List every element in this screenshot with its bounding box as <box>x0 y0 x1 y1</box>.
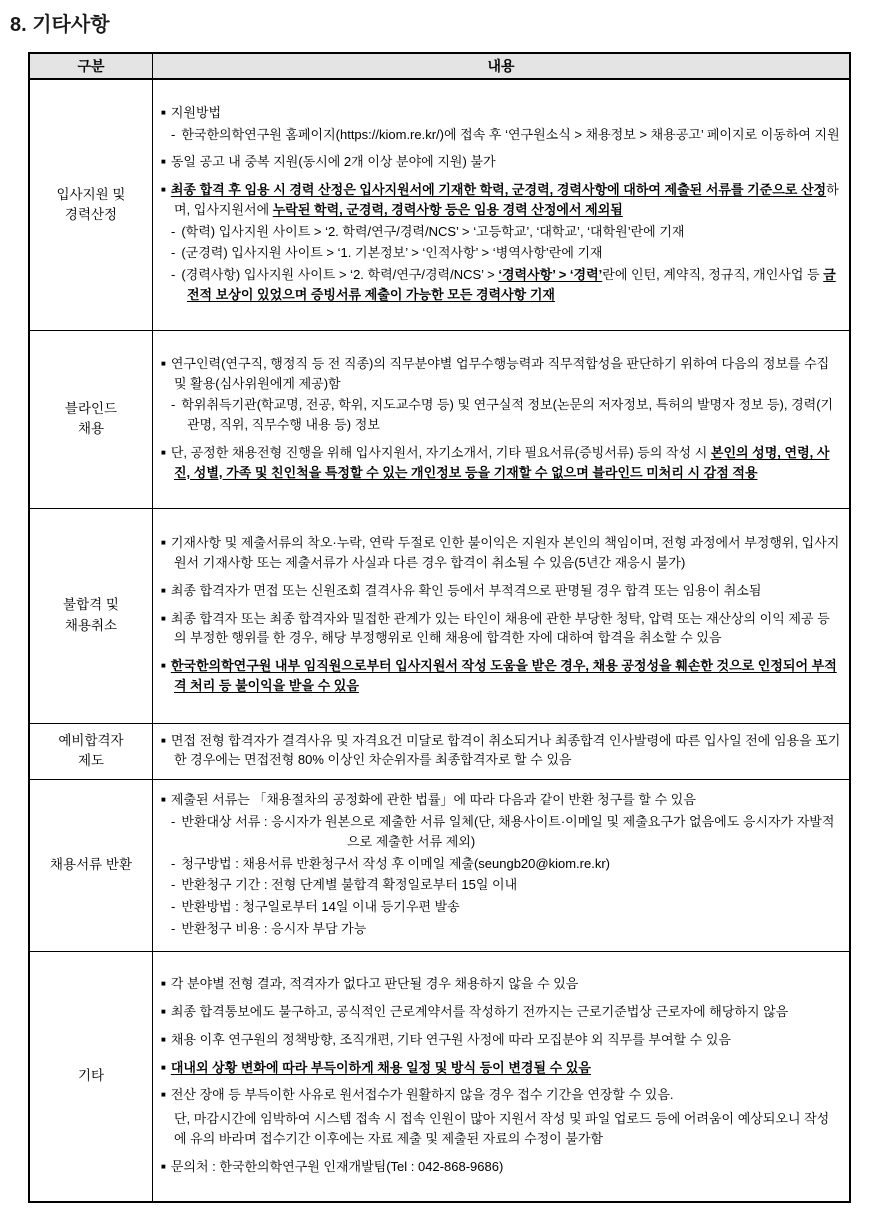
text-segment: 채용 이후 연구원의 정책방향, 조직개편, 기타 연구원 사정에 따라 모집분야 외 직무를 부여할 수 있음 <box>170 1031 731 1047</box>
square-bullet-marker: ■ <box>161 538 166 548</box>
category-label: 기타 <box>77 1068 105 1084</box>
table-body <box>29 79 850 1202</box>
text-segment: 누락된 학력, 군경력, 경력사항 등은 임용 경력 산정에서 제외됨 <box>272 201 623 217</box>
square-bullet-marker: ■ <box>161 157 166 167</box>
text-segment: 학위취득기관(학교명, 전공, 학위, 지도교수명 등) 및 연구실적 정보(논문의 저자정보, 특허의 발명자 정보 등), 경력(기관명, 직위, 직무수행 내용 등) 정보 <box>181 397 834 432</box>
content-block <box>161 656 841 696</box>
text-segment: 한국한의학연구원 홈페이지(https://kiom.re.kr/)에 접속 후 ‘연구원소식 > 채용정보 > 채용공고’ 페이지로 이동하여 지원 <box>181 126 840 142</box>
dash-bullet-marker: - <box>171 223 176 239</box>
info-table <box>28 52 851 1203</box>
content-block <box>161 222 841 242</box>
content-block <box>161 919 841 939</box>
category-label: 제도 <box>77 753 105 769</box>
text-segment: 본인의 성명, 연령, 사진, 성별, 가족 및 친인척을 특정할 수 있는 개인정보 등을 기재할 수 없으며 블라인드 미처리 시 감점 적용 <box>174 444 830 480</box>
content-block <box>161 731 841 771</box>
content-block <box>161 1058 841 1078</box>
content-block <box>161 1030 841 1050</box>
dash-bullet-marker: - <box>171 899 176 915</box>
category-label: 채용 <box>77 421 105 436</box>
category-label: 채용서류 반환 <box>50 857 132 873</box>
header-content: 내용 <box>153 53 851 79</box>
text-segment: 반환청구 기간 : 전형 단계별 불합격 확정일로부터 15일 이내 <box>181 877 518 893</box>
content-block <box>161 103 841 123</box>
text-segment: 최종 합격 후 임용 시 경력 산정은 입사지원서에 기재한 학력, 군경력, 경력사항에 대하여 제출된 서류를 기준으로 산정 <box>170 182 827 198</box>
text-segment: 한국한의학연구원 내부 임직원으로부터 입사지원서 작성 도움을 받은 경우, 채용 공정성을 훼손한 것으로 인정되어 부적격 처리 등 불이익을 받을 수 있음 <box>170 658 837 693</box>
content-block <box>161 790 841 810</box>
text-segment: 동일 공고 내 중복 지원(동시에 2개 이상 분야에 지원) 불가 <box>170 154 496 170</box>
table-row <box>29 330 850 508</box>
table-row <box>29 79 850 330</box>
table-header <box>29 53 850 79</box>
content-block <box>161 243 841 263</box>
category-label: 예비합격자 <box>58 733 124 748</box>
square-bullet-marker: ■ <box>161 185 166 195</box>
text-segment: (학력) 입사지원 사이트 > ‘2. 학력/연구/경력/NCS’ > ‘고등학교’, ‘대학교’, ‘대학원’란에 기재 <box>181 223 685 239</box>
content-block <box>161 897 841 917</box>
text-segment: 문의처 : 한국한의학연구원 인재개발팀(Tel : 042-868-9686) <box>170 1158 504 1174</box>
square-bullet-marker: ■ <box>161 107 166 117</box>
category-cell <box>29 79 153 330</box>
dash-bullet-marker: - <box>171 814 176 830</box>
text-segment: 최종 합격자가 면접 또는 신원조회 결격사유 확인 등에서 부적격으로 판명될 경우 합격 또는 임용이 취소됨 <box>170 582 762 598</box>
square-bullet-marker: ■ <box>161 1062 166 1072</box>
content-block <box>161 443 841 483</box>
content-block <box>161 1109 841 1149</box>
text-segment: 란에 인턴, 계약직, 정규직, 개인사업 등 <box>602 267 824 283</box>
table-row <box>29 780 850 952</box>
table-row <box>29 952 850 1202</box>
square-bullet-marker: ■ <box>161 1161 166 1171</box>
content-block <box>161 152 841 172</box>
content-block <box>161 1157 841 1177</box>
text-segment: (경력사항) 입사지원 사이트 > ‘2. 학력/연구/경력/NCS’ > <box>181 267 499 283</box>
dash-bullet-marker: - <box>171 267 176 283</box>
text-segment: 전산 장애 등 부득이한 사유로 원서접수가 원활하지 않을 경우 접수 기간을 연장할 수 있음. <box>170 1087 674 1103</box>
dash-bullet-marker: - <box>171 920 176 936</box>
text-segment: 대내외 상황 변화에 따라 부득이하게 채용 일정 및 방식 등이 변경될 수 있음 <box>170 1059 591 1075</box>
content-block <box>161 265 841 305</box>
content-cell <box>153 508 851 723</box>
text-segment: 반환대상 서류 : 응시자가 원본으로 제출한 서류 일체(단, 채용사이트·이메일 및 제출요구가 없음에도 응시자가 자발적으로 제출한 서류 제외) <box>181 814 835 849</box>
content-block <box>161 875 841 895</box>
text-segment: 하며, 입사지원서에 <box>174 182 839 217</box>
text-segment: 면접 전형 합격자가 결격사유 및 자격요건 미달로 합격이 취소되거나 최종합격 인사발령에 따른 입사일 전에 임용을 포기한 경우에는 면접전형 80% 이상인 차순위자를 최종합격자로 할 수 있음 <box>170 732 841 768</box>
text-segment: 반환청구 비용 : 응시자 부담 가능 <box>181 920 367 936</box>
category-cell <box>29 508 153 723</box>
category-cell <box>29 952 153 1202</box>
category-label: 입사지원 및 <box>56 186 126 202</box>
content-cell <box>153 780 851 952</box>
content-block <box>161 1002 841 1022</box>
category-cell <box>29 723 153 780</box>
text-segment: 청구방법 : 채용서류 반환청구서 작성 후 이메일 제출(seungb20@kiom.re.kr) <box>181 855 610 871</box>
text-segment: (군경력) 입사지원 사이트 > ‘1. 기본정보’ > ‘인적사항’ > ‘병역사항’란에 기재 <box>181 245 603 261</box>
text-segment: 단, 마감시간에 임박하여 시스템 접속 시 접속 인원이 많아 지원서 작성 및 파일 업로드 등에 어려움이 예상되오니 작성에 유의 바라며 접수기간 이후에는 자료 제출 및 제출된 자료의 수정이 불가함 <box>174 1111 830 1146</box>
square-bullet-marker: ■ <box>161 735 166 745</box>
text-segment: 연구인력(연구직, 행정직 등 전 직종)의 직무분야별 업무수행능력과 직무적합성을 판단하기 위하여 다음의 정보를 수집 및 활용(심사위원에게 제공)함 <box>170 355 830 391</box>
text-segment: 각 분야별 전형 결과, 적격자가 없다고 판단될 경우 채용하지 않을 수 있음 <box>170 976 579 992</box>
square-bullet-marker: ■ <box>161 795 166 805</box>
square-bullet-marker: ■ <box>161 613 166 623</box>
content-block <box>161 609 841 649</box>
content-block <box>161 395 841 435</box>
text-segment: 기재사항 및 제출서류의 착오·누락, 연락 두절로 인한 불이익은 지원자 본인의 책임이며, 전형 과정에서 부정행위, 입사지원서 기재사항 또는 제출서류가 사실과 다른 경우 합격이 취소될 수 있음(5년간 재응시 불가) <box>170 535 840 571</box>
category-cell <box>29 330 153 508</box>
dash-bullet-marker: - <box>171 877 176 893</box>
content-block <box>161 581 841 601</box>
content-cell <box>153 330 851 508</box>
text-segment: 제출된 서류는 「채용절차의 공정화에 관한 법률」에 따라 다음과 같이 반환 청구를 할 수 있음 <box>170 792 696 808</box>
dash-bullet-marker: - <box>171 126 176 142</box>
text-segment: ‘경력사항’ > ‘경력’ <box>498 267 603 283</box>
table-row <box>29 723 850 780</box>
content-block <box>161 354 841 394</box>
square-bullet-marker: ■ <box>161 1007 166 1016</box>
content-cell <box>153 723 851 780</box>
content-block <box>161 533 841 573</box>
page-title: 8. 기타사항 <box>10 14 110 36</box>
category-label: 불합격 및 <box>63 597 119 613</box>
header-category: 구분 <box>29 53 153 79</box>
category-cell <box>29 780 153 952</box>
square-bullet-marker: ■ <box>161 585 166 595</box>
square-bullet-marker: ■ <box>161 979 166 989</box>
square-bullet-marker: ■ <box>161 358 166 368</box>
dash-bullet-marker: - <box>171 855 176 871</box>
content-cell <box>153 952 851 1202</box>
text-segment: 지원방법 <box>170 104 222 120</box>
square-bullet-marker: ■ <box>161 1034 166 1044</box>
text-segment: 단, 공정한 채용전형 진행을 위해 입사지원서, 자기소개서, 기타 필요서류(증빙서류) 등의 작성 시 <box>170 444 711 460</box>
text-segment: 반환방법 : 청구일로부터 14일 이내 등기우편 발송 <box>181 899 460 915</box>
dash-bullet-marker: - <box>171 245 176 261</box>
category-label: 블라인드 <box>64 400 118 416</box>
content-block <box>161 974 841 994</box>
content-block <box>161 125 841 145</box>
content-block <box>161 1085 841 1105</box>
content-block <box>161 854 841 874</box>
content-block <box>161 180 841 220</box>
dash-bullet-marker: - <box>171 397 176 413</box>
header-row <box>29 53 850 79</box>
text-segment: 최종 합격통보에도 불구하고, 공식적인 근로계약서를 작성하기 전까지는 근로기준법상 근로자에 해당하지 않음 <box>170 1004 789 1019</box>
text-segment: 최종 합격자 또는 최종 합격자와 밀접한 관계가 있는 타인이 채용에 관한 부당한 청탁, 압력 또는 재산상의 이익 제공 등의 부정한 행위를 한 경우, 해당 부정행위로 인해 채용에 합격한 자에 대하여 합격을 취소할 수 있음 <box>170 610 830 646</box>
content-block <box>161 812 841 852</box>
text-segment: 금전적 보상이 있었으며 증빙서류 제출이 가능한 모든 경력사항 기재 <box>187 267 836 302</box>
category-label: 채용취소 <box>64 617 118 633</box>
square-bullet-marker: ■ <box>161 447 166 457</box>
content-cell <box>153 79 851 330</box>
table-row <box>29 508 850 723</box>
category-label: 경력산정 <box>64 206 118 222</box>
square-bullet-marker: ■ <box>161 661 166 671</box>
square-bullet-marker: ■ <box>161 1090 166 1100</box>
